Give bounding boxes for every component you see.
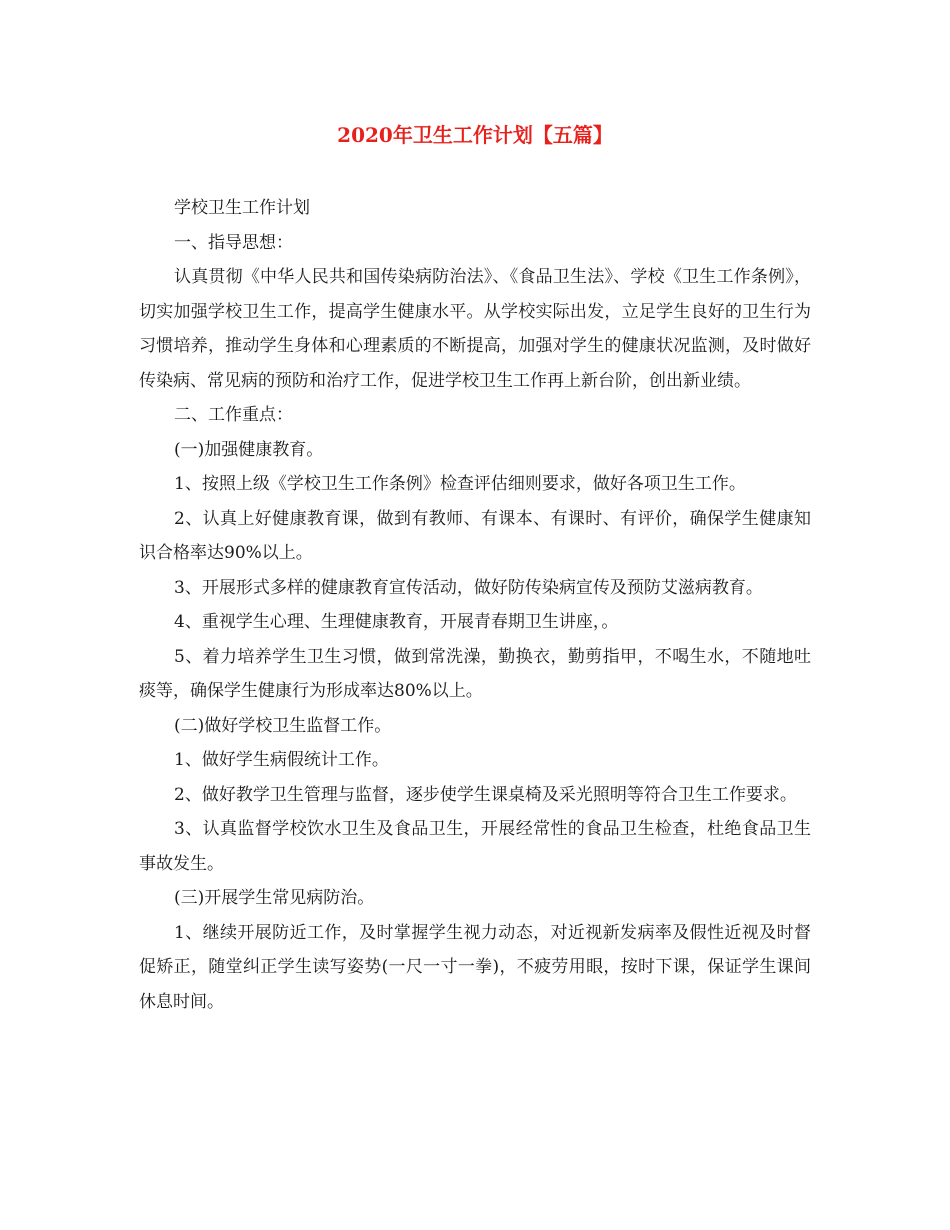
subheading-common-disease-prevention: (三)开展学生常见病防治。 (174, 888, 375, 908)
paragraph-guiding-ideology: 认真贯彻《中华人民共和国传染病防治法》、《食品卫生法》、学校《卫生工作条例》，切实加强学校卫生工作，提高学生健康水平。从学校实际出发，立足学生良好的卫生行为习惯培养，推动学生身体和心理素质的不断提高，加强对学生的健康状况监测，及时做好传染病、常见病的预防和治疗工作，促进学校卫生工作再上新台阶，创出新业绩。 (139, 267, 811, 391)
section-heading-guiding-ideology: 一、指导思想： (174, 232, 293, 253)
list-item: 5、着力培养学生卫生习惯，做到常洗澡，勤换衣，勤剪指甲，不喝生水，不随地吐痰等，确保学生健康行为形成率达80%以上。 (139, 646, 811, 701)
list-item: 4、重视学生心理、生理健康教育，开展青春期卫生讲座，。 (174, 612, 619, 632)
list-item: 2、认真上好健康教育课，做到有教师、有课本、有课时、有评价，确保学生健康知识合格率达90%以上。 (139, 508, 811, 563)
list-item: 3、开展形式多样的健康教育宣传活动，做好防传染病宣传及预防艾滋病教育。 (174, 577, 763, 598)
subheading-health-education: (一)加强健康教育。 (174, 439, 324, 460)
list-item: 3、认真监督学校饮水卫生及食品卫生，开展经常性的食品卫生检查，杜绝食品卫生事故发生。 (139, 819, 811, 874)
section-heading-work-focus: 二、工作重点： (174, 405, 293, 425)
list-item: 2、做好教学卫生管理与监督，逐步使学生课桌椅及采光照明等符合卫生工作要求。 (174, 784, 797, 805)
list-item: 1、按照上级《学校卫生工作条例》检查评估细则要求，做好各项卫生工作。 (174, 474, 746, 494)
subheading-health-supervision: (二)做好学校卫生监督工作。 (174, 715, 392, 736)
document-title: 2020年卫生工作计划【五篇】 (337, 123, 613, 147)
list-item: 1、继续开展防近工作，及时掌握学生视力动态，对近视新发病率及假性近视及时督促矫正，随堂纠正学生读写姿势(一尺一寸一拳)，不疲劳用眼，按时下课，保证学生课间休息时间。 (139, 922, 811, 1012)
document-body (139, 191, 811, 1019)
section-heading-school-health-plan: 学校卫生工作计划 (174, 198, 310, 218)
list-item: 1、做好学生病假统计工作。 (174, 750, 389, 770)
